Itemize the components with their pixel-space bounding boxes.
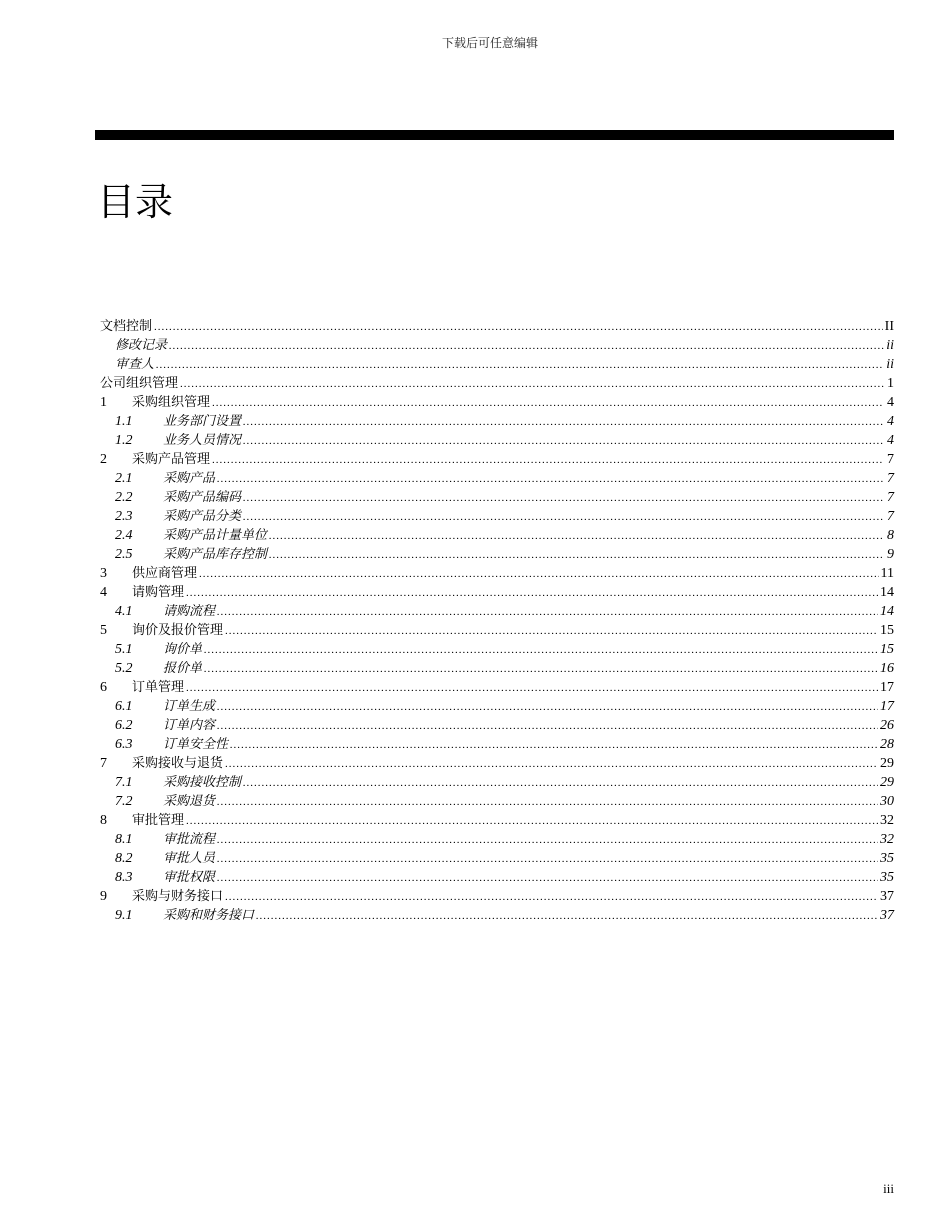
- toc-entry-label: 审查人: [115, 357, 155, 372]
- title-rule: [95, 130, 894, 140]
- toc-dot-leader: [217, 716, 878, 736]
- toc-entry-page: 11: [880, 566, 894, 581]
- toc-entry[interactable]: [100, 887, 894, 906]
- toc-dot-leader: [225, 754, 878, 774]
- toc-dot-leader: [217, 868, 878, 888]
- toc-entry[interactable]: [100, 545, 894, 564]
- toc-entry[interactable]: [100, 336, 894, 355]
- toc-entry-number: 9: [100, 889, 107, 904]
- toc-dot-leader: [217, 792, 878, 812]
- toc-entry[interactable]: [100, 849, 894, 868]
- toc-entry-label: 采购产品管理: [132, 452, 211, 467]
- toc-entry-number: 8.3: [115, 870, 133, 885]
- toc-entry[interactable]: [100, 811, 894, 830]
- toc-entry-page: 14: [880, 604, 894, 619]
- toc-entry[interactable]: [100, 526, 894, 545]
- toc-entry-page: 17: [880, 699, 894, 714]
- toc-entry-number: 1.2: [115, 433, 133, 448]
- toc-entry-label: 请购管理: [132, 585, 185, 600]
- toc-dot-leader: [204, 659, 878, 679]
- toc-entry-number: 7.1: [115, 775, 133, 790]
- header-note: 下载后可任意编辑: [441, 36, 538, 50]
- toc-entry-label: 报价单: [163, 661, 203, 676]
- toc-entry-label: 审批管理: [132, 813, 185, 828]
- toc-entry-page: 37: [880, 908, 894, 923]
- toc-entry-number: 2.4: [115, 528, 133, 543]
- toc-entry-label: 订单生成: [163, 699, 216, 714]
- toc-entry-page: 37: [880, 889, 894, 904]
- toc-entry[interactable]: [100, 488, 894, 507]
- toc-entry[interactable]: [100, 583, 894, 602]
- toc-entry-label: 采购产品编码: [163, 490, 242, 505]
- toc-entry-page: 32: [880, 832, 894, 847]
- toc-entry-page: 7: [887, 509, 894, 524]
- toc-entry-page: 15: [880, 623, 894, 638]
- toc-entry-number: 2.2: [115, 490, 133, 505]
- table-of-contents: [100, 317, 894, 925]
- toc-entry-number: 8: [100, 813, 107, 828]
- toc-entry-page: 28: [880, 737, 894, 752]
- toc-entry[interactable]: [100, 469, 894, 488]
- toc-dot-leader: [186, 583, 878, 603]
- toc-entry-label: 审批权限: [163, 870, 216, 885]
- toc-entry[interactable]: [100, 564, 894, 583]
- toc-entry-number: 2: [100, 452, 107, 467]
- toc-entry[interactable]: [100, 868, 894, 887]
- toc-entry-page: 26: [880, 718, 894, 733]
- toc-dot-leader: [217, 602, 878, 622]
- toc-dot-leader: [217, 469, 884, 489]
- toc-entry-number: 8.1: [115, 832, 133, 847]
- toc-entry-label: 采购产品: [163, 471, 216, 486]
- toc-entry-label: 业务人员情况: [163, 433, 242, 448]
- toc-dot-leader: [217, 697, 878, 717]
- toc-entry-number: 5: [100, 623, 107, 638]
- toc-entry-number: 6.3: [115, 737, 133, 752]
- toc-entry-number: 5.1: [115, 642, 133, 657]
- toc-entry-label: 采购产品库存控制: [163, 547, 268, 562]
- toc-entry-page: 29: [880, 756, 894, 771]
- toc-dot-leader: [243, 507, 884, 527]
- toc-entry[interactable]: [100, 792, 894, 811]
- toc-entry[interactable]: [100, 735, 894, 754]
- toc-entry-number: 6.1: [115, 699, 133, 714]
- toc-entry-number: 6.2: [115, 718, 133, 733]
- toc-dot-leader: [186, 678, 878, 698]
- toc-entry-number: 4.1: [115, 604, 133, 619]
- toc-entry-page: ii: [886, 338, 894, 353]
- toc-entry-page: 7: [887, 490, 894, 505]
- toc-entry-label: 审批人员: [163, 851, 216, 866]
- toc-entry-page: 4: [887, 395, 894, 410]
- toc-dot-leader: [243, 488, 884, 508]
- toc-entry-number: 7: [100, 756, 107, 771]
- toc-entry[interactable]: [100, 393, 894, 412]
- toc-entry[interactable]: [100, 374, 894, 393]
- toc-dot-leader: [243, 431, 884, 451]
- toc-entry-number: 2.3: [115, 509, 133, 524]
- toc-entry-number: 2.1: [115, 471, 133, 486]
- toc-dot-leader: [256, 906, 878, 926]
- toc-entry[interactable]: [100, 830, 894, 849]
- toc-entry-page: 30: [880, 794, 894, 809]
- toc-dot-leader: [217, 849, 878, 869]
- toc-entry-page: 35: [880, 870, 894, 885]
- toc-entry-page: 16: [880, 661, 894, 676]
- toc-entry-number: 5.2: [115, 661, 133, 676]
- toc-entry[interactable]: [100, 412, 894, 431]
- toc-entry-page: 1: [887, 376, 894, 391]
- toc-entry-label: 询价及报价管理: [132, 623, 224, 638]
- toc-entry[interactable]: [100, 621, 894, 640]
- toc-entry-number: 3: [100, 566, 107, 581]
- toc-entry[interactable]: [100, 355, 894, 374]
- toc-entry[interactable]: [100, 431, 894, 450]
- toc-dot-leader: [225, 887, 878, 907]
- toc-entry-page: II: [884, 319, 894, 334]
- toc-dot-leader: [269, 526, 884, 546]
- toc-entry[interactable]: [100, 659, 894, 678]
- toc-dot-leader: [212, 450, 884, 470]
- toc-entry-label: 询价单: [163, 642, 203, 657]
- toc-entry-page: 7: [887, 452, 894, 467]
- toc-dot-leader: [230, 735, 878, 755]
- toc-entry-page: 9: [887, 547, 894, 562]
- toc-entry-label: 采购和财务接口: [163, 908, 255, 923]
- toc-entry-label: 修改记录: [115, 338, 168, 353]
- toc-dot-leader: [186, 811, 878, 831]
- toc-dot-leader: [154, 317, 883, 337]
- toc-entry-label: 文档控制: [100, 319, 153, 334]
- toc-dot-leader: [169, 336, 884, 356]
- toc-entry-label: 供应商管理: [132, 566, 198, 581]
- toc-dot-leader: [243, 773, 878, 793]
- toc-entry-number: 8.2: [115, 851, 133, 866]
- toc-entry-page: 4: [887, 414, 894, 429]
- toc-entry-label: 采购产品计量单位: [163, 528, 268, 543]
- toc-entry-page: 15: [880, 642, 894, 657]
- toc-dot-leader: [212, 393, 884, 413]
- toc-entry-page: 29: [880, 775, 894, 790]
- toc-entry[interactable]: [100, 507, 894, 526]
- toc-dot-leader: [199, 564, 879, 584]
- toc-dot-leader: [243, 412, 884, 432]
- toc-entry-label: 采购产品分类: [163, 509, 242, 524]
- toc-entry-label: 公司组织管理: [100, 376, 179, 391]
- toc-entry[interactable]: [100, 317, 894, 336]
- toc-entry[interactable]: [100, 716, 894, 735]
- toc-entry[interactable]: [100, 906, 894, 925]
- toc-dot-leader: [180, 374, 884, 394]
- toc-entry-page: 7: [887, 471, 894, 486]
- toc-entry-page: 35: [880, 851, 894, 866]
- toc-dot-leader: [269, 545, 884, 565]
- toc-entry-number: 1: [100, 395, 107, 410]
- toc-entry[interactable]: [100, 678, 894, 697]
- toc-entry-number: 4: [100, 585, 107, 600]
- toc-entry-label: 订单安全性: [163, 737, 229, 752]
- toc-entry-number: 7.2: [115, 794, 133, 809]
- toc-entry-number: 9.1: [115, 908, 133, 923]
- toc-dot-leader: [217, 830, 878, 850]
- toc-entry-page: 14: [880, 585, 894, 600]
- toc-dot-leader: [156, 355, 884, 375]
- toc-entry[interactable]: [100, 450, 894, 469]
- toc-entry-label: 采购接收控制: [163, 775, 242, 790]
- toc-entry[interactable]: [100, 697, 894, 716]
- toc-entry[interactable]: [100, 754, 894, 773]
- toc-entry-label: 业务部门设置: [163, 414, 242, 429]
- toc-entry[interactable]: [100, 773, 894, 792]
- toc-dot-leader: [225, 621, 878, 641]
- toc-entry-label: 订单内容: [163, 718, 216, 733]
- toc-entry-number: 2.5: [115, 547, 133, 562]
- toc-entry-label: 采购接收与退货: [132, 756, 224, 771]
- toc-entry-page: 32: [880, 813, 894, 828]
- toc-entry-label: 订单管理: [132, 680, 185, 695]
- toc-entry-number: 6: [100, 680, 107, 695]
- toc-entry-page: 8: [887, 528, 894, 543]
- toc-entry-page: ii: [886, 357, 894, 372]
- toc-dot-leader: [204, 640, 878, 660]
- toc-entry-label: 采购组织管理: [132, 395, 211, 410]
- page-title: 目录: [97, 180, 174, 224]
- toc-entry-label: 审批流程: [163, 832, 216, 847]
- toc-entry-label: 采购退货: [163, 794, 216, 809]
- toc-entry-label: 请购流程: [163, 604, 216, 619]
- toc-entry-page: 4: [887, 433, 894, 448]
- toc-entry[interactable]: [100, 602, 894, 621]
- page-number: iii: [883, 1181, 894, 1196]
- toc-entry[interactable]: [100, 640, 894, 659]
- toc-entry-page: 17: [880, 680, 894, 695]
- toc-entry-label: 采购与财务接口: [132, 889, 224, 904]
- toc-entry-number: 1.1: [115, 414, 133, 429]
